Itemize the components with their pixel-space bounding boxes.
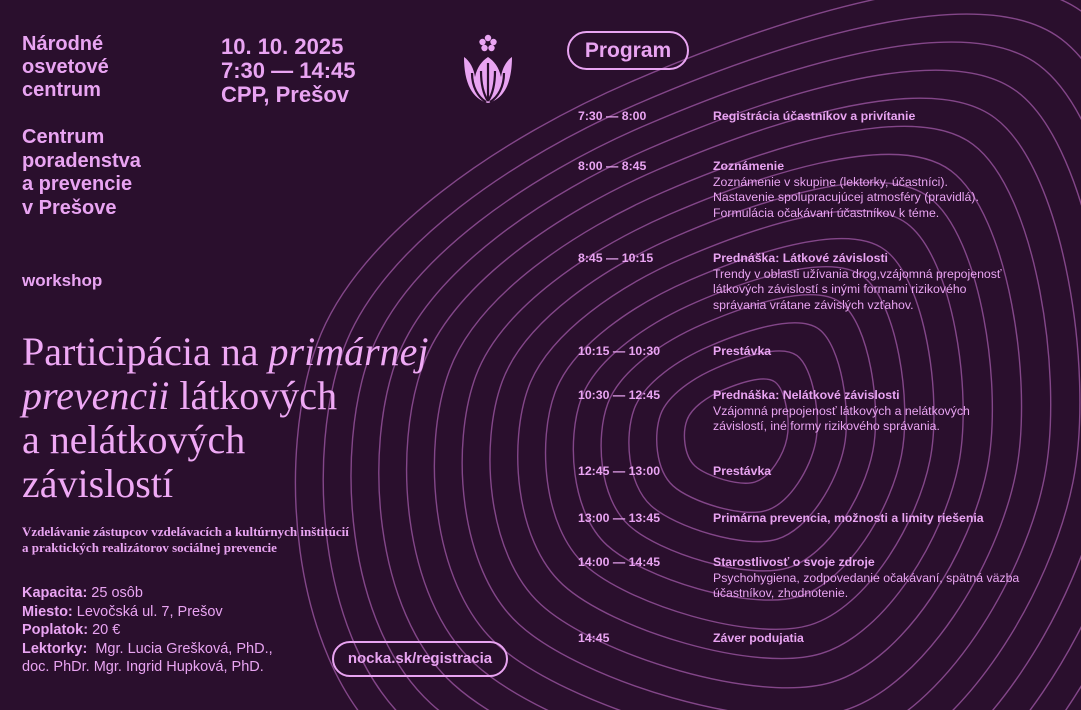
- schedule-title: Prednáška: Nelátkové závislosti: [713, 388, 900, 402]
- subtitle-line: a praktických realizátorov sociálnej prevencie: [22, 540, 277, 555]
- schedule-title: Prestávka: [713, 344, 772, 358]
- schedule-time: 7:30 — 8:00: [578, 109, 647, 123]
- fee-row: [22, 621, 273, 640]
- schedule-title: Prestávka: [713, 464, 772, 478]
- lecturer-name: doc. PhDr. Mgr. Ingrid Hupková, PhD.: [22, 659, 264, 675]
- capacity-value: 25 osôb: [87, 585, 143, 601]
- title-italic: prevencii: [22, 373, 170, 418]
- lecturers-label: Lektorky:: [22, 640, 88, 657]
- fee-value: 20 €: [88, 622, 121, 638]
- capacity-label: Kapacita:: [22, 585, 88, 601]
- event-info: [221, 35, 356, 107]
- place-value: Levočská ul. 7, Prešov: [72, 603, 223, 620]
- workshop-label: workshop: [22, 271, 103, 290]
- title-part: závislostí: [22, 461, 174, 506]
- schedule-desc: závislostí, iné formy rizikového správania.: [713, 419, 940, 433]
- org-subtitle: [22, 126, 222, 220]
- schedule-desc: Nastavenie spolupracujúcej atmosféry (pravidlá).: [713, 190, 979, 204]
- place-label: Miesto:: [22, 603, 73, 620]
- main-title: [22, 330, 482, 506]
- place-row: [22, 603, 273, 622]
- title-italic: primárnej: [268, 329, 429, 374]
- lecturers-row: [22, 640, 273, 659]
- schedule-time: 8:45 — 10:15: [578, 251, 654, 265]
- event-time: 7:30 — 14:45: [221, 58, 356, 83]
- schedule-desc: Psychohygiena, zodpovedanie očakávaní, spätná väzba: [713, 570, 1020, 585]
- tulip-logo-icon: [462, 33, 514, 105]
- schedule-desc: Vzájomná prepojenosť látkových a nelátkových: [713, 403, 970, 418]
- org-sub-line: Centrum: [22, 126, 105, 148]
- schedule-time: 14:00 — 14:45: [578, 555, 661, 569]
- schedule-title: Registrácia účastníkov a privítanie: [713, 109, 916, 123]
- schedule-desc: Formulácia očakávaní účastníkov k téme.: [713, 205, 940, 220]
- org-sub-line: poradenstva: [22, 149, 141, 172]
- title-part: látkových: [169, 373, 338, 418]
- schedule-desc: správania vrátane závislých vzťahov.: [713, 297, 914, 312]
- event-details: [22, 584, 273, 677]
- org-title-line: Národné: [22, 33, 104, 55]
- org-sub-line: a prevencie: [22, 173, 133, 195]
- fee-label: Poplatok:: [22, 622, 89, 638]
- lecturer-name: Mgr. Lucia Grešková, PhD.,: [87, 640, 273, 657]
- event-date: 10. 10. 2025: [221, 34, 344, 59]
- event-place: CPP, Prešov: [221, 82, 350, 107]
- schedule-time: 13:00 — 13:45: [578, 511, 661, 525]
- schedule-time: 12:45 — 13:00: [578, 464, 661, 478]
- subtitle: [22, 524, 482, 556]
- title-part: Participácia na: [22, 329, 269, 374]
- org-title-line: osvetové: [22, 56, 109, 78]
- schedule-title: Zoznámenie: [713, 159, 785, 173]
- schedule-desc: látkových závislostí s inými formami rizikového: [713, 282, 967, 296]
- org-sub-line: v Prešove: [22, 196, 117, 219]
- schedule-title: Záver podujatia: [713, 631, 804, 645]
- schedule-desc: Trendy v oblasti užívania drog,vzájomná prepojenosť: [713, 266, 1002, 281]
- schedule-desc: Zoznámenie v skupine (lektorky, účastníci).: [713, 174, 948, 189]
- schedule-title: Primárna prevencia, možnosti a limity riešenia: [713, 511, 984, 525]
- org-title-line: centrum: [22, 79, 101, 101]
- schedule-desc: účastníkov, zhodnotenie.: [713, 586, 849, 600]
- program-heading: Program: [567, 31, 689, 70]
- schedule-time: 10:30 — 12:45: [578, 388, 661, 402]
- schedule-title: Starostlivosť o svoje zdroje: [713, 555, 875, 569]
- schedule-time: 10:15 — 10:30: [578, 344, 661, 358]
- org-title: [22, 33, 212, 102]
- capacity-row: [22, 584, 273, 603]
- schedule-title: Prednáška: Látkové závislosti: [713, 251, 888, 265]
- schedule-time: 14:45: [578, 631, 610, 645]
- schedule-time: 8:00 — 8:45: [578, 159, 647, 173]
- registration-link-button[interactable]: nocka.sk/registracia: [332, 641, 508, 677]
- subtitle-line: Vzdelávanie zástupcov vzdelávacích a kultúrnych inštitúcií: [22, 524, 349, 539]
- title-part: a nelátkových: [22, 417, 246, 462]
